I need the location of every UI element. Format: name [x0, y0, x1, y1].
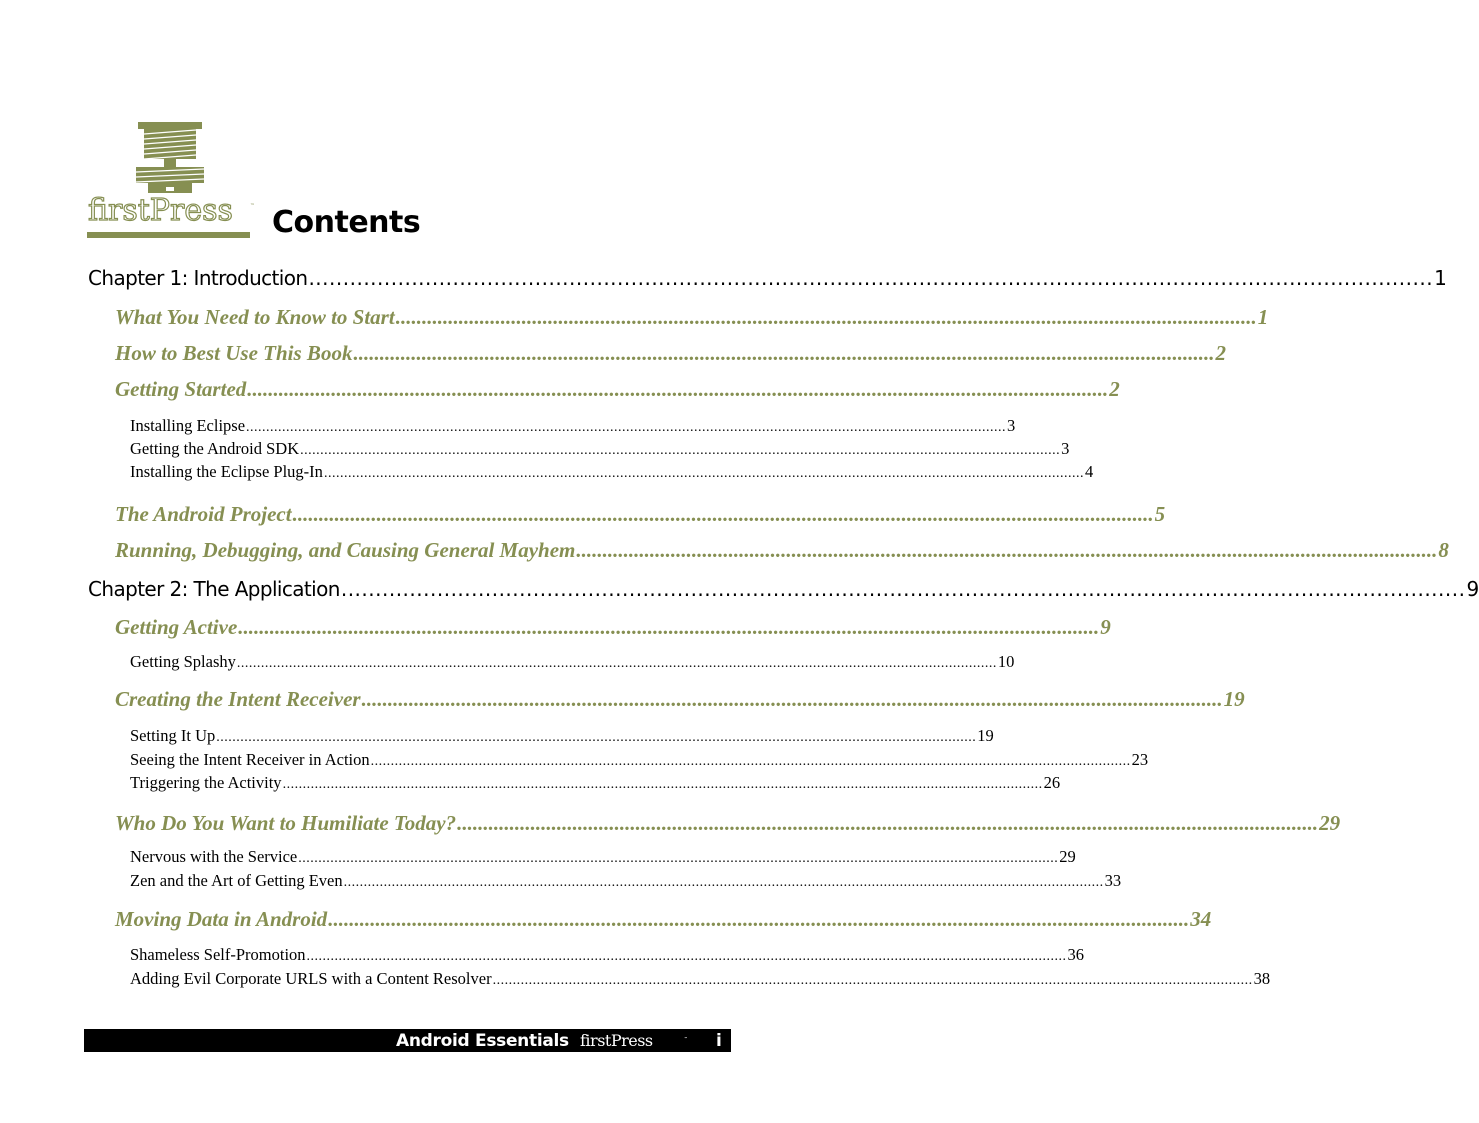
toc-entry-page: 10	[997, 652, 1015, 671]
toc-entry-title: Moving Data in Android	[115, 907, 328, 931]
toc-entry-title: Creating the Intent Receiver	[115, 687, 361, 711]
footer-page-number: i	[716, 1031, 722, 1051]
toc-leader: ..............................................................................................................................................................................................	[282, 777, 1043, 792]
toc-entry-title: Installing Eclipse	[130, 416, 246, 435]
toc-entry[interactable]	[88, 266, 1447, 290]
toc-entry-title: Running, Debugging, and Causing General Mayhem	[115, 538, 576, 562]
trademark-mark: ™	[250, 203, 255, 209]
toc-leader: ..............................................................................................................................................................................................	[216, 730, 977, 745]
toc-leader: ....................................................................................................................................................................	[238, 615, 1100, 639]
toc-entry-title: What You Need to Know to Start	[115, 305, 395, 329]
toc-entry-page: 19	[977, 726, 994, 745]
toc-entry[interactable]	[115, 811, 1341, 836]
toc-entry-title: Getting Active	[115, 615, 238, 639]
toc-entry[interactable]	[130, 871, 1122, 891]
toc-entry-title: How to Best Use This Book	[115, 341, 353, 365]
toc-entry[interactable]	[130, 945, 1085, 965]
toc-leader: ....................................................................................................................................................................	[457, 811, 1319, 835]
toc-entry-page: 3	[1061, 439, 1070, 458]
toc-entry[interactable]	[115, 502, 1166, 527]
toc-entry-page: 1	[1434, 266, 1447, 290]
page-title: Contents	[272, 205, 421, 240]
toc-entry-title: Triggering the Activity	[130, 773, 282, 792]
footer-brand: firstPress	[580, 1031, 653, 1050]
toc-entry[interactable]	[88, 577, 1479, 601]
toc-entry-page: 26	[1043, 773, 1061, 792]
toc-entry[interactable]	[130, 726, 994, 746]
toc-entry-page: 29	[1319, 811, 1341, 835]
toc-entry-page: 2	[1109, 377, 1120, 401]
toc-entry-title: The Android Project	[115, 502, 292, 526]
toc-leader: ..............................................................................................................................................................................................	[236, 656, 997, 671]
toc-entry-title: Getting Splashy	[130, 652, 236, 671]
toc-leader: ....................................................................................................................................................................	[308, 266, 1434, 290]
toc-entry[interactable]	[130, 439, 1070, 459]
toc-entry-page: 19	[1223, 687, 1245, 711]
toc-leader: ....................................................................................................................................................................	[328, 907, 1190, 931]
toc-entry[interactable]	[130, 847, 1076, 867]
toc-entry-title: Nervous with the Service	[130, 847, 298, 866]
toc-entry-page: 8	[1438, 538, 1449, 562]
toc-entry-page: 38	[1253, 969, 1271, 988]
toc-entry[interactable]	[115, 341, 1226, 366]
toc-leader: ....................................................................................................................................................................	[247, 377, 1109, 401]
toc-entry[interactable]	[115, 377, 1120, 402]
firstpress-wordmark: firstPress	[88, 193, 233, 228]
toc-entry[interactable]	[130, 462, 1094, 482]
toc-leader: ..............................................................................................................................................................................................	[370, 754, 1131, 769]
toc-entry-title: Who Do You Want to Humiliate Today?	[115, 811, 457, 835]
toc-entry[interactable]	[130, 969, 1271, 989]
toc-leader: ..............................................................................................................................................................................................	[323, 466, 1084, 481]
toc-entry-title: Setting It Up	[130, 726, 216, 745]
toc-entry[interactable]	[130, 652, 1015, 672]
toc-entry-title: Installing the Eclipse Plug-In	[130, 462, 323, 481]
toc-entry[interactable]	[130, 750, 1149, 770]
toc-entry[interactable]	[115, 305, 1269, 330]
toc-leader: ..............................................................................................................................................................................................	[306, 949, 1067, 964]
toc-entry-title: Getting Started	[115, 377, 247, 401]
toc-entry-page: 4	[1084, 462, 1094, 481]
toc-leader: ..............................................................................................................................................................................................	[343, 875, 1104, 890]
toc-entry[interactable]	[130, 773, 1061, 793]
toc-leader: ....................................................................................................................................................................	[353, 341, 1215, 365]
toc-entry-page: 9	[1100, 615, 1111, 639]
toc-entry-title: Chapter 2: The Application	[88, 577, 340, 601]
toc-entry-title: Getting the Android SDK	[130, 439, 300, 458]
logo-underline	[87, 232, 250, 238]
toc-entry-title: Adding Evil Corporate URLS with a Content Resolver	[130, 969, 492, 988]
toc-entry-page: 33	[1104, 871, 1122, 890]
toc-entry[interactable]	[115, 687, 1245, 712]
toc-leader: ..............................................................................................................................................................................................	[300, 443, 1061, 458]
toc-leader: ....................................................................................................................................................................	[395, 305, 1257, 329]
toc-entry-title: Chapter 1: Introduction	[88, 266, 308, 290]
toc-leader: ....................................................................................................................................................................	[576, 538, 1438, 562]
footer-book-title: Android Essentials	[396, 1031, 569, 1051]
toc-entry-page: 29	[1059, 847, 1076, 866]
toc-entry[interactable]	[115, 615, 1111, 640]
toc-entry-title: Shameless Self-Promotion	[130, 945, 306, 964]
footer-trademark: ™	[684, 1036, 688, 1041]
toc-entry-title: Seeing the Intent Receiver in Action	[130, 750, 370, 769]
toc-leader: ..............................................................................................................................................................................................	[492, 973, 1253, 988]
toc-entry-page: 5	[1154, 502, 1166, 526]
toc-leader: ....................................................................................................................................................................	[292, 502, 1154, 526]
toc-entry[interactable]	[130, 416, 1016, 436]
toc-entry-page: 36	[1067, 945, 1085, 964]
toc-leader: ....................................................................................................................................................................	[340, 577, 1466, 601]
toc-entry-page: 34	[1190, 907, 1212, 931]
toc-entry-page: 2	[1215, 341, 1226, 365]
toc-entry-page: 3	[1007, 416, 1016, 435]
toc-entry-page: 1	[1257, 305, 1269, 329]
toc-entry[interactable]	[115, 907, 1212, 932]
toc-entry-page: 23	[1131, 750, 1149, 769]
toc-entry-title: Zen and the Art of Getting Even	[130, 871, 343, 890]
toc-entry-page: 9	[1466, 577, 1479, 601]
toc-leader: ..............................................................................................................................................................................................	[298, 851, 1059, 866]
toc-leader: ..............................................................................................................................................................................................	[246, 420, 1007, 435]
toc-leader: ....................................................................................................................................................................	[361, 687, 1223, 711]
toc-entry[interactable]	[115, 538, 1449, 563]
